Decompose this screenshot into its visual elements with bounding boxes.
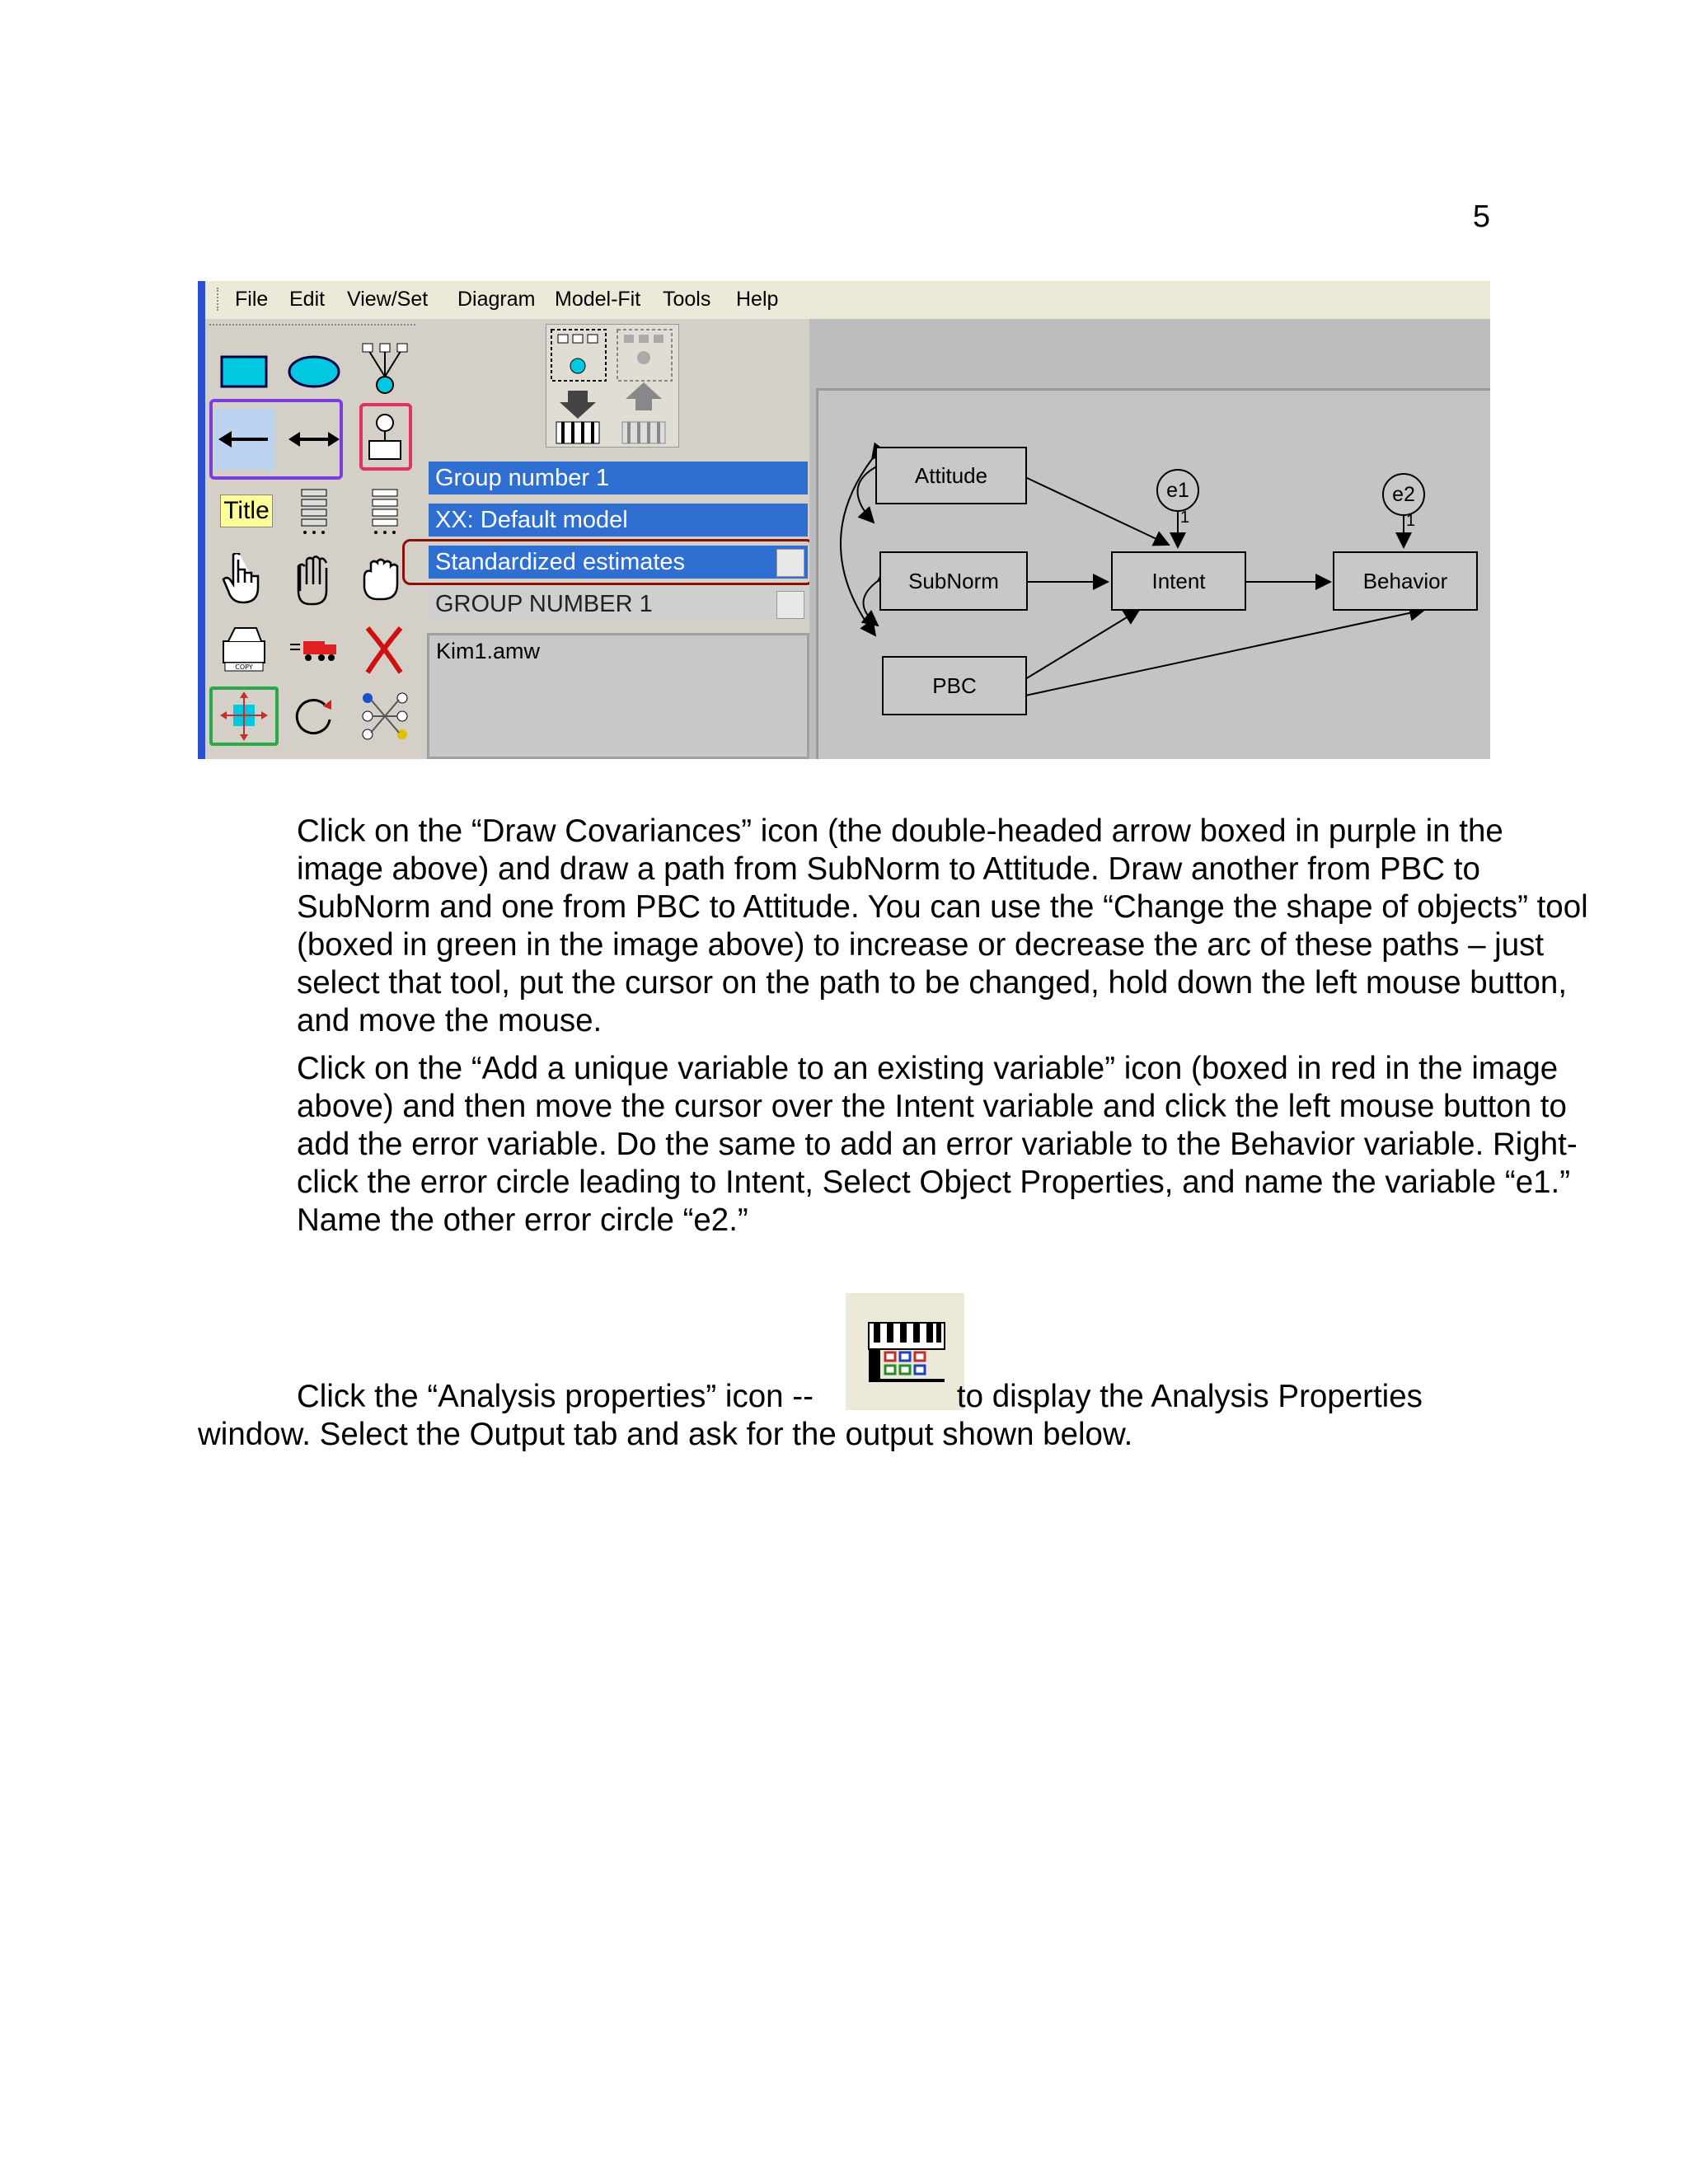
analysis-text-before: Click the “Analysis properties” icon -- [297, 1379, 814, 1414]
e2-node[interactable]: e2 [1382, 473, 1425, 516]
analysis-text-after: to display the Analysis Properties window. Select the Output tab and ask for the output shown below. [198, 1379, 1423, 1452]
e1-node[interactable]: e1 [1156, 469, 1199, 512]
attitude-node[interactable]: Attitude [875, 447, 1027, 504]
title-label: Title [220, 494, 273, 527]
e1-weight-label: 1 [1180, 509, 1190, 527]
group-label: Group number 1 [435, 465, 610, 491]
pbc-node[interactable]: PBC [882, 656, 1027, 715]
paragraph-analysis-properties [198, 1378, 1490, 1454]
menu-help[interactable]: Help [736, 288, 779, 311]
menu-diagram[interactable]: Diagram [457, 288, 536, 311]
group-upper-label: GROUP NUMBER 1 [435, 591, 653, 617]
menu-modelfit[interactable]: Model-Fit [555, 288, 641, 311]
paragraph-covariances: Click on the “Draw Covariances” icon (the double-headed arrow boxed in purple in the image above) and draw a path from SubNorm to Attitude. Draw another from PBC to SubNorm and one from PBC to Attitude. You can use the “Change the shape of objects” tool (boxed in green in the image above) to increase or decrease the arc of these paths – just select that tool, put the cursor on the path to be changed, hold down the left mouse button, and move the mouse. [297, 813, 1588, 1038]
file-name: Kim1.amw [436, 639, 541, 663]
menu-file[interactable]: File [235, 288, 269, 311]
path-lines [198, 281, 1490, 759]
e2-weight-label: 1 [1406, 512, 1416, 530]
page-number: 5 [1472, 199, 1490, 234]
menu-tools[interactable]: Tools [663, 288, 711, 311]
intent-node[interactable]: Intent [1111, 551, 1246, 611]
model-label: XX: Default model [435, 507, 628, 533]
subnorm-node[interactable]: SubNorm [879, 551, 1028, 611]
amos-screenshot [198, 281, 1490, 759]
estimates-label: Standardized estimates [435, 549, 686, 575]
paragraph-unique-variable: Click on the “Add a unique variable to an existing variable” icon (boxed in red in the image above) and then move the cursor over the Intent variable and click the left mouse button to add the error variable. Do the same to add an error variable to the Behavior variable. Right-click the error circle leading to Intent, Select Object Properties, and name the variable “e1.” Name the other error circle “e2.” [297, 1051, 1578, 1238]
menu-viewset[interactable]: View/Set [347, 288, 429, 311]
svg-text:COPY: COPY [235, 663, 253, 671]
behavior-node[interactable]: Behavior [1333, 551, 1478, 611]
menu-edit[interactable]: Edit [289, 288, 326, 311]
